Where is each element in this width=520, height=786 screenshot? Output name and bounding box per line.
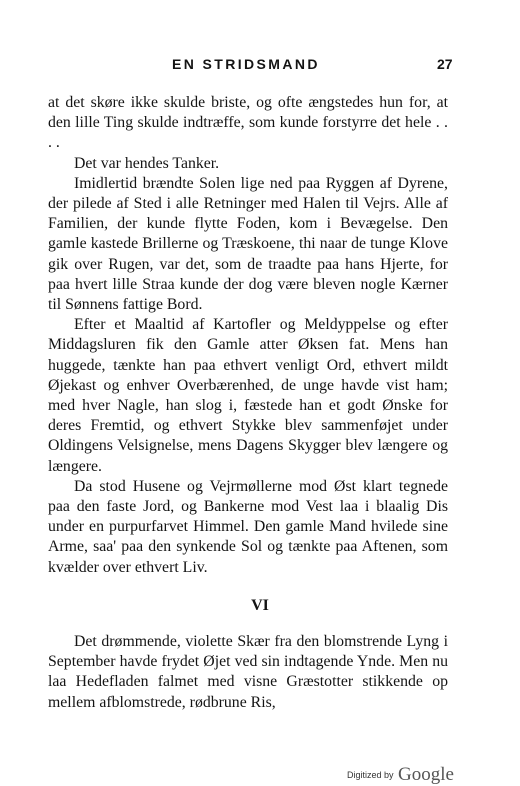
page-number: 27 xyxy=(437,56,453,72)
google-logo: Google xyxy=(397,764,454,785)
paragraph: Imidlertid brændte Solen lige ned paa Ryggen af Dyrene, der pilede af Sted i alle Retninger med Halen til Vejrs. Alle af Familien, der kunde flytte Foden, kom i Bevægelse. Den gamle kastede Brillerne og Træskoene, thi naar de tunge Klove gik over Rugen, var det, som de traadte paa hans Hjerte, for paa hvert lille Straa kunde der dog være bleven nogle Kærner til Sønnens fattige Bord. xyxy=(48,174,448,314)
running-title: EN STRIDSMAND xyxy=(172,56,320,72)
paragraph: Det var hendes Tanker. xyxy=(74,154,220,172)
text-block-before-chapter xyxy=(48,93,448,578)
paragraph: Det drømmende, violette Skær fra den blomstrende Lyng i September havde frydet Øjet ved sin indtagende Ynde. Men nu laa Hedefladen falmet med visne Græstotter stikkende op mellem afblomstrede, rødbrune Ris, xyxy=(48,633,448,711)
paragraph: at det skøre ikke skulde briste, og ofte ængstedes hun for, at den lille Ting skulde indtræffe, som kunde forstyrre det hele . . . . xyxy=(48,94,448,152)
watermark-prefix: Digitized by xyxy=(347,770,394,780)
paragraph: Da stod Husene og Vejrmøllerne mod Øst klart tegnede paa den faste Jord, og Bankerne mod Vest laa i blaalig Dis under en purpurfarvet Himmel. Den gamle Mand hvilede sine Arme, saa' paa den synkende Sol og tænkte paa Aftenen, som kvælder over ethvert Liv. xyxy=(48,477,448,576)
digitized-watermark xyxy=(347,764,454,786)
text-block-after-chapter xyxy=(48,632,448,713)
chapter-heading: VI xyxy=(251,597,269,614)
paragraph: Efter et Maaltid af Kartofler og Meldyppelse og efter Middagsluren fik den Gamle atter Øksen fat. Mens han huggede, tænkte han paa ethvert venligt Ord, ethvert mildt Øjekast og enhver Overbærenhed, de unge havde vist ham; med hver Nagle, han slog i, fæstede han et godt Ønske for deres Fremtid, og ethvert Stykke blev sammenføjet under Oldingens Velsignelse, mens Dagens Skygger blev længere og længere. xyxy=(48,316,448,475)
